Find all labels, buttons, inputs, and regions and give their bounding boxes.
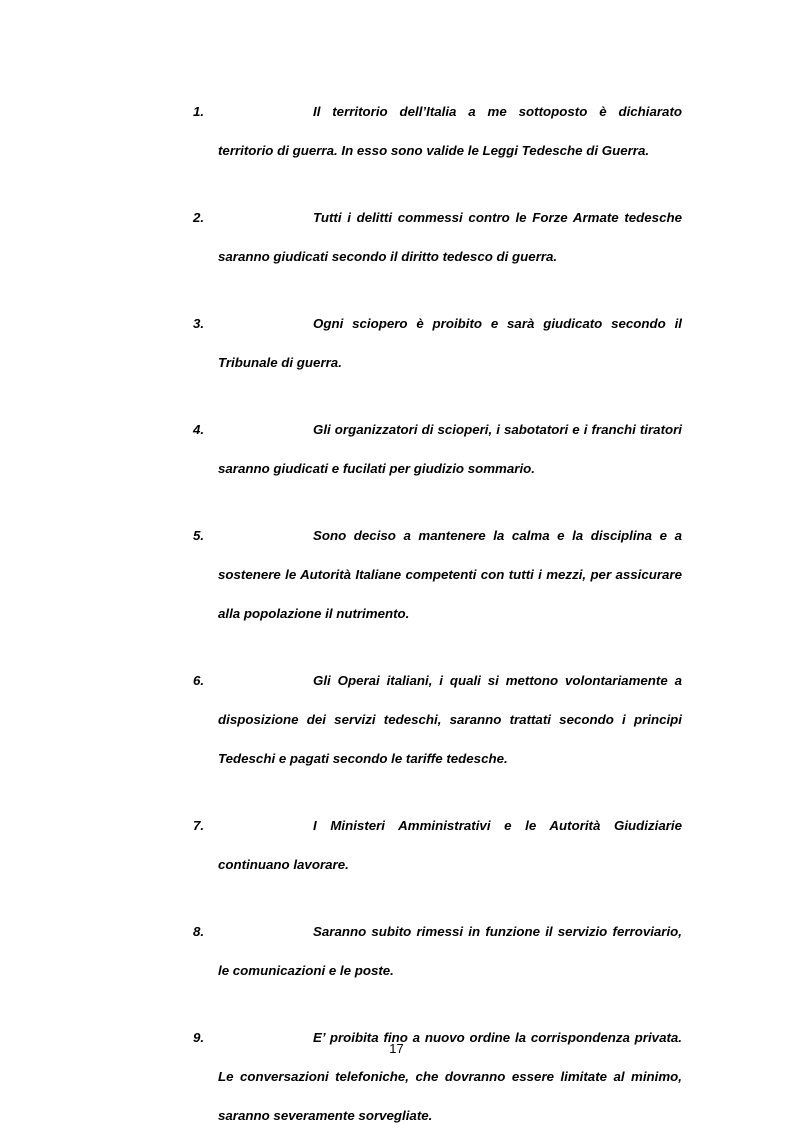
item-number: 7. (193, 818, 205, 833)
item-number: 1. (193, 104, 205, 119)
list-item-9 (193, 1018, 682, 1135)
item-number: 8. (193, 924, 205, 939)
list-item-5 (193, 516, 682, 633)
item-text: Ogni sciopero è proibito e sarà giudicato secondo il Tribunale di guerra. (218, 316, 682, 370)
item-text: Sono deciso a mantenere la calma e la disciplina e a sostenere le Autorità Italiane competenti con tutti i mezzi, per assicurare alla popolazione il nutrimento. (218, 528, 682, 621)
item-number: 6. (193, 673, 205, 688)
item-number: 2. (193, 210, 205, 225)
item-text: Saranno subito rimessi in funzione il servizio ferroviario, le comunicazioni e le poste. (218, 924, 682, 978)
list-item-8 (193, 912, 682, 990)
item-number: 4. (193, 422, 205, 437)
item-text: E’ proibita fino a nuovo ordine la corrispondenza privata. Le conversazioni telefoniche, che dovranno essere limitate al minimo, saranno severamente sorvegliate. (218, 1030, 682, 1123)
item-number: 5. (193, 528, 205, 543)
list-item-7 (193, 806, 682, 884)
list-item-3 (193, 304, 682, 382)
list-item-2 (193, 198, 682, 276)
list-item-1 (193, 92, 682, 170)
item-text: Gli organizzatori di scioperi, i sabotatori e i franchi tiratori saranno giudicati e fucilati per giudizio sommario. (218, 422, 682, 476)
item-text: I Ministeri Amministrativi e le Autorità Giudiziarie continuano lavorare. (218, 818, 682, 872)
list-item-4 (193, 410, 682, 488)
item-text: Tutti i delitti commessi contro le Forze Armate tedesche saranno giudicati secondo il diritto tedesco di guerra. (218, 210, 682, 264)
numbered-list (193, 92, 682, 1135)
item-text: Gli Operai italiani, i quali si mettono volontariamente a disposizione dei servizi tedeschi, saranno trattati secondo i principi Tedeschi e pagati secondo le tariffe tedesche. (218, 673, 682, 766)
item-number: 9. (193, 1030, 205, 1045)
list-item-6 (193, 661, 682, 778)
item-text: Il territorio dell’Italia a me sottoposto è dichiarato territorio di guerra. In esso sono valide le Leggi Tedesche di Guerra. (218, 104, 682, 158)
page-number: 17 (389, 1041, 404, 1056)
item-number: 3. (193, 316, 205, 331)
